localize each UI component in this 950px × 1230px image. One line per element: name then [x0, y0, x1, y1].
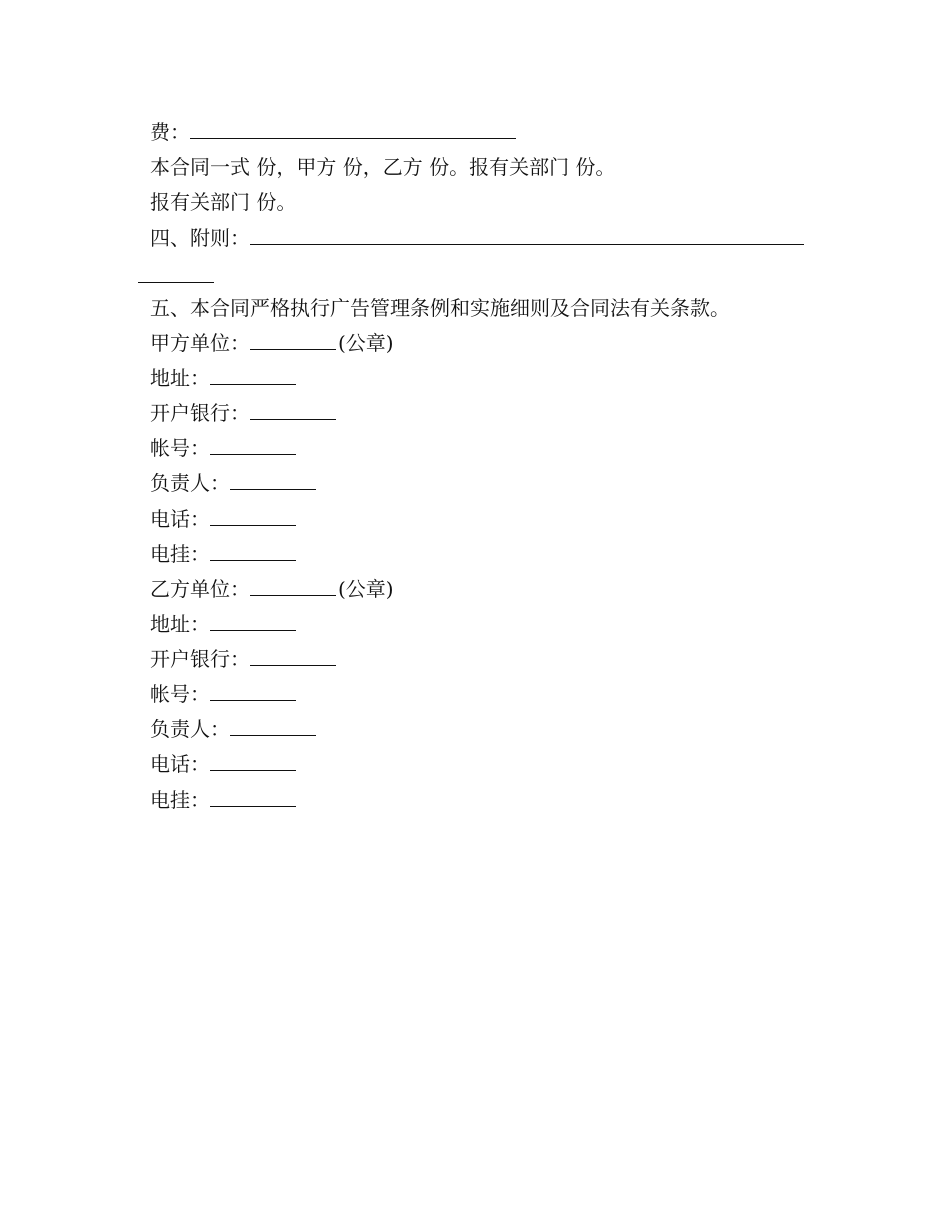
fee-label: 费： — [150, 120, 190, 144]
party-a-person-label: 负责人： — [150, 471, 230, 495]
party-b-telegraph-blank[interactable] — [210, 790, 296, 807]
party-b-telegraph-label: 电挂： — [150, 788, 210, 812]
party-a-telegraph-line — [150, 542, 296, 566]
party-a-address-line — [150, 366, 296, 390]
party-a-unit-blank[interactable] — [250, 333, 336, 350]
party-b-bank-label: 开户银行： — [150, 647, 250, 671]
appendix-blank-continued[interactable] — [138, 268, 214, 283]
party-b-seal: (公章) — [338, 577, 394, 601]
party-a-unit-label: 甲方单位： — [150, 331, 250, 355]
party-b-address-blank[interactable] — [210, 614, 296, 631]
clause-5: 五、本合同严格执行广告管理条例和实施细则及合同法有关条款。 — [150, 296, 730, 320]
report-line: 报有关部门 份。 — [150, 190, 297, 214]
appendix-line — [150, 226, 804, 250]
party-b-unit-label: 乙方单位： — [150, 577, 250, 601]
party-b-phone-label: 电话： — [150, 752, 210, 776]
copies-line: 本合同一式 份，甲方 份，乙方 份。报有关部门 份。 — [150, 155, 616, 179]
party-a-unit-line — [150, 331, 394, 355]
party-a-address-blank[interactable] — [210, 368, 296, 385]
party-b-person-label: 负责人： — [150, 717, 230, 741]
party-a-bank-line — [150, 401, 336, 425]
party-b-telegraph-line — [150, 788, 296, 812]
party-a-seal: (公章) — [338, 331, 394, 355]
appendix-label: 四、附则： — [150, 226, 250, 250]
party-b-phone-blank[interactable] — [210, 754, 296, 771]
party-b-account-blank[interactable] — [210, 684, 296, 701]
party-b-bank-blank[interactable] — [250, 649, 336, 666]
party-b-person-line — [150, 717, 316, 741]
fee-blank[interactable] — [190, 122, 516, 139]
party-a-account-blank[interactable] — [210, 438, 296, 455]
party-a-person-line — [150, 471, 316, 495]
party-b-unit-line — [150, 577, 394, 601]
party-b-phone-line — [150, 752, 296, 776]
party-a-telegraph-blank[interactable] — [210, 544, 296, 561]
party-b-person-blank[interactable] — [230, 719, 316, 736]
party-a-bank-blank[interactable] — [250, 403, 336, 420]
party-a-address-label: 地址： — [150, 366, 210, 390]
fee-line — [150, 120, 516, 144]
party-b-bank-line — [150, 647, 336, 671]
party-b-address-label: 地址： — [150, 612, 210, 636]
party-a-account-line — [150, 436, 296, 460]
party-b-unit-blank[interactable] — [250, 579, 336, 596]
party-b-address-line — [150, 612, 296, 636]
party-a-phone-blank[interactable] — [210, 509, 296, 526]
party-b-account-label: 帐号： — [150, 682, 210, 706]
party-a-bank-label: 开户银行： — [150, 401, 250, 425]
party-a-telegraph-label: 电挂： — [150, 542, 210, 566]
party-a-person-blank[interactable] — [230, 473, 316, 490]
appendix-blank[interactable] — [250, 228, 804, 245]
party-a-phone-label: 电话： — [150, 507, 210, 531]
party-b-account-line — [150, 682, 296, 706]
party-a-account-label: 帐号： — [150, 436, 210, 460]
party-a-phone-line — [150, 507, 296, 531]
